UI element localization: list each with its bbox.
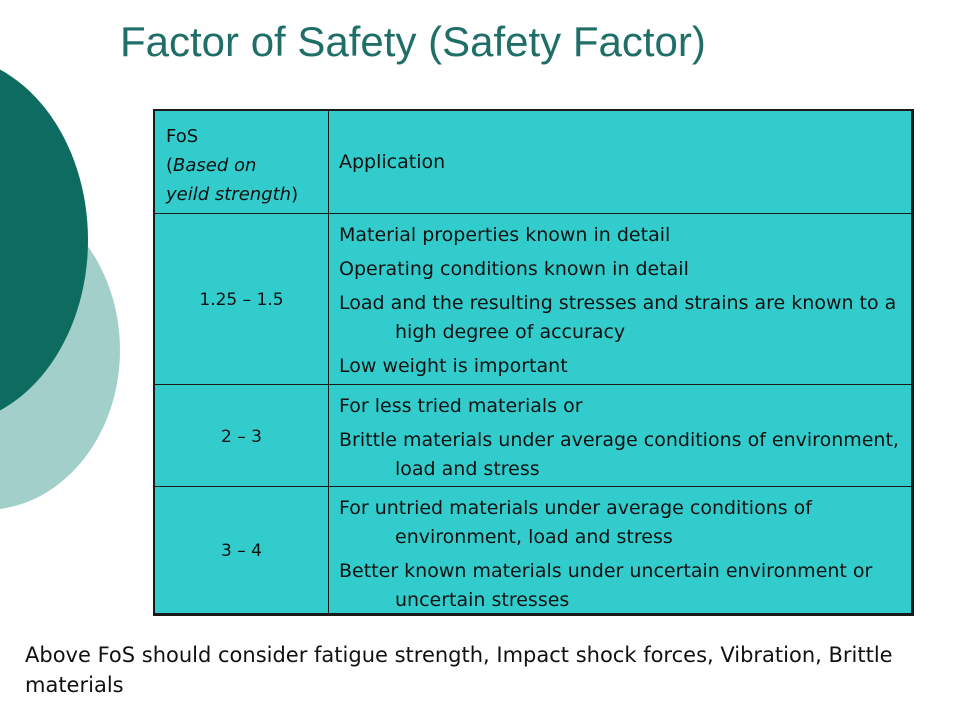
application-item: Better known materials under uncertain environment or uncertain stresses — [339, 560, 873, 611]
application-header-label: Application — [339, 151, 446, 173]
application-item: Brittle materials under average conditions of environment, load and stress — [339, 429, 899, 480]
footer-note: Above FoS should consider fatigue strength, Impact shock forces, Vibration, Brittle materials — [25, 643, 893, 697]
fos-header-label: FoS — [166, 126, 199, 147]
table-header-row — [155, 111, 911, 213]
fos-cell — [155, 385, 329, 487]
fos-basis-line1: (Based on — [166, 155, 257, 176]
table-row — [155, 384, 911, 487]
table-row — [155, 213, 911, 385]
fos-basis-line2: yeild strength) — [166, 184, 299, 205]
fos-cell — [155, 214, 329, 385]
table-row — [155, 486, 911, 616]
application-header-cell — [329, 111, 911, 213]
application-item: For untried materials under average conditions of environment, load and stress — [339, 497, 812, 548]
application-item: Load and the resulting stresses and strains are known to a high degree of accuracy — [339, 292, 897, 343]
fos-value: 1.25 – 1.5 — [199, 290, 284, 310]
safety-factor-table — [153, 109, 914, 616]
application-cell — [329, 487, 911, 616]
slide-title: Factor of Safety (Safety Factor) — [120, 18, 706, 65]
application-cell — [329, 214, 911, 385]
fos-cell — [155, 487, 329, 616]
application-cell — [329, 385, 911, 487]
fos-value: 3 – 4 — [221, 541, 262, 561]
fos-header-cell — [155, 111, 329, 213]
fos-value: 2 – 3 — [221, 427, 262, 447]
application-item: Operating conditions known in detail — [339, 258, 689, 280]
application-item: For less tried materials or — [339, 395, 583, 417]
application-item: Material properties known in detail — [339, 224, 671, 246]
application-item: Low weight is important — [339, 355, 568, 377]
